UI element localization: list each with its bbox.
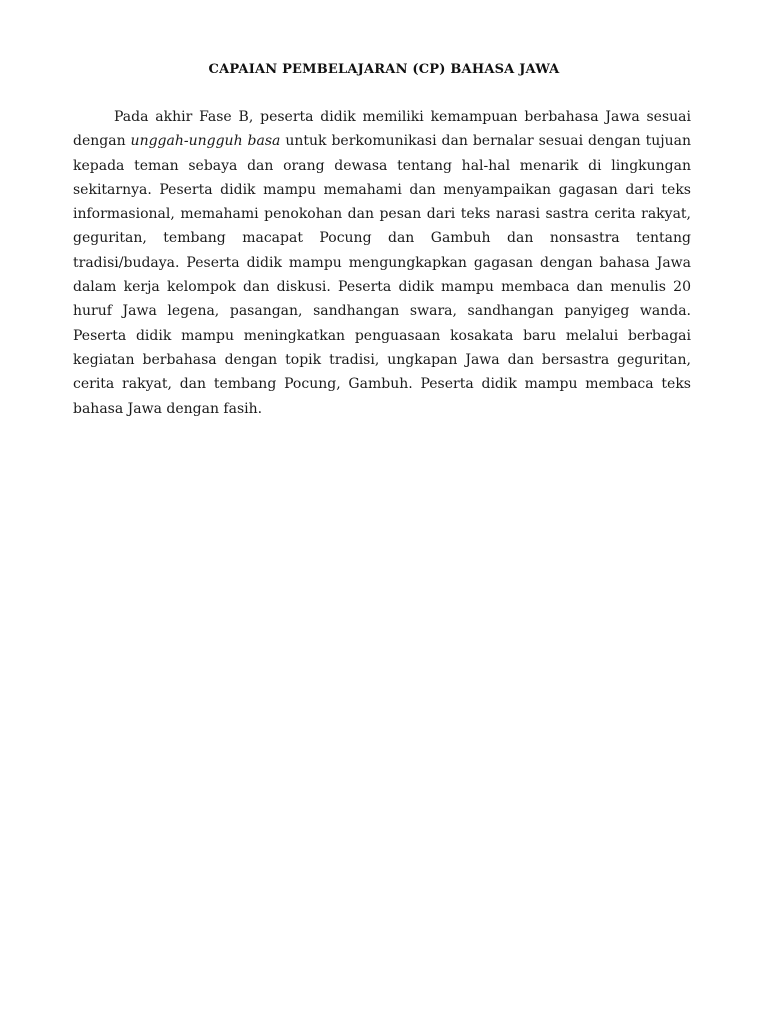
document-title: CAPAIAN PEMBELAJARAN (CP) BAHASA JAWA [208, 62, 560, 77]
paragraph-emphasis: unggah-ungguh basa [130, 133, 281, 150]
paragraph-text-end: untuk berkomunikasi dan bernalar sesuai dengan tujuan kepada teman sebaya dan orang dewasa tentang hal-hal menarik di lingkungan sekitarnya. Peserta didik mampu memahami dan menyampaikan gagasan dari teks informasional, memahami penokohan dan pesan dari teks narasi sastra cerita rakyat, geguritan, tembang macapat Pocung dan Gambuh dan nonsastra tentang tradisi/budaya. Peserta didik mampu mengungkapkan gagasan dengan bahasa Jawa dalam kerja kelompok dan diskusi. Peserta didik mampu membaca dan menulis 20 huruf Jawa legena, pasangan, sandhangan swara, sandhangan panyigeg wanda. Peserta didik mampu meningkatkan penguasaan kosakata baru melalui berbagai kegiatan berbahasa dengan topik tradisi, ungkapan Jawa dan bersastra geguritan, cerita rakyat, dan tembang Pocung, Gambuh. Peserta didik mampu membaca teks bahasa Jawa dengan fasih. [73, 133, 691, 417]
body-paragraph [73, 105, 691, 421]
paragraph-text-start: Pada akhir Fase B, peserta didik memiliki kemampuan berbahasa Jawa sesuai dengan [73, 109, 691, 150]
